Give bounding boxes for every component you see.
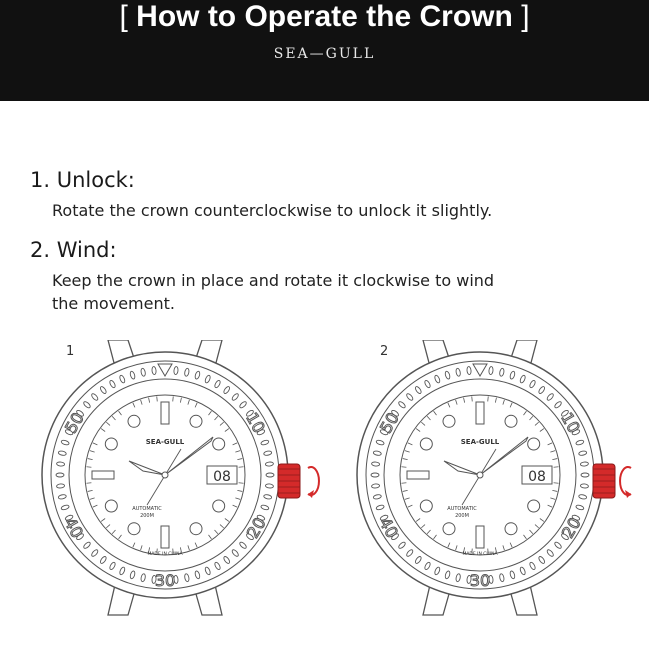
hour-index-dot [528,500,540,512]
figure-1-number: 1 [66,344,75,359]
dial-text-automatic: AUTOMATIC [447,506,477,512]
bezel-number: 10 [557,409,584,437]
dial-text-automatic: AUTOMATIC [132,506,162,512]
hour-index-dot [190,415,202,427]
bezel-number: 50 [376,409,403,437]
hour-index-bar [161,402,169,424]
center-pin [162,472,168,478]
hour-index-dot [420,500,432,512]
dial-tick [554,483,559,484]
step-1-description: Rotate the crown counterclockwise to unlock it slightly. [52,201,493,220]
dial-tick [239,467,244,468]
dial-text-depth: 200M [455,513,469,519]
hour-index-dot [213,438,225,450]
dial-text-bottom: MADE IN CHINA [147,552,183,557]
step-1-title: 1. Unlock: [30,168,135,192]
brand-name: SEA—GULL [273,46,376,62]
watch-illustration-2 [355,340,645,630]
figure-2-number: 2 [380,344,389,359]
center-pin [477,472,483,478]
hour-index-dot [213,500,225,512]
bezel-number: 30 [154,571,176,590]
hour-index-dot [443,415,455,427]
hour-index-dot [128,523,140,535]
dial-brand: SEA-GULL [460,438,500,446]
crown [593,464,615,498]
dial-tick [173,396,174,401]
dial-tick [86,467,91,468]
hour-index-bar [476,526,484,548]
bezel-number: 10 [242,409,269,437]
date-text: 08 [528,469,546,485]
bezel-number: 50 [61,409,88,437]
hour-index-dot [505,523,517,535]
hour-index-dot [190,523,202,535]
bezel-number: 30 [469,571,491,590]
step-2-title: 2. Wind: [30,238,117,262]
page-title [0,0,649,34]
hour-index-bar [92,471,114,479]
watch-illustration-1 [40,340,330,630]
hour-index-dot [528,438,540,450]
dial-tick [401,467,406,468]
title-text: How to Operate the Crown [136,0,513,33]
dial-tick [239,483,244,484]
dial-text-depth: 200M [140,513,154,519]
dial-tick [554,467,559,468]
dial-tick [86,483,91,484]
dial-tick [488,396,489,401]
hour-index-dot [420,438,432,450]
bezel-number: 40 [375,514,402,542]
hour-index-dot [505,415,517,427]
date-text: 08 [213,469,231,485]
dial-brand: SEA-GULL [145,438,185,446]
bezel-number: 20 [558,514,585,542]
header-banner [0,0,649,101]
hour-index-dot [443,523,455,535]
bracket-open: [ [119,0,128,33]
dial-tick [401,483,406,484]
bracket-close: ] [521,0,530,33]
dial-text-bottom: MADE IN CHINA [462,552,498,557]
hour-index-dot [105,438,117,450]
hour-index-dot [105,500,117,512]
hour-index-bar [476,402,484,424]
crown [278,464,300,498]
bezel-number: 40 [60,514,87,542]
hour-index-bar [161,526,169,548]
hour-index-dot [128,415,140,427]
step-2-description: Keep the crown in place and rotate it clockwise to wind the movement. [52,271,495,313]
dial-tick [157,396,158,401]
dial-tick [472,396,473,401]
bezel-number: 20 [243,514,270,542]
hour-index-bar [407,471,429,479]
